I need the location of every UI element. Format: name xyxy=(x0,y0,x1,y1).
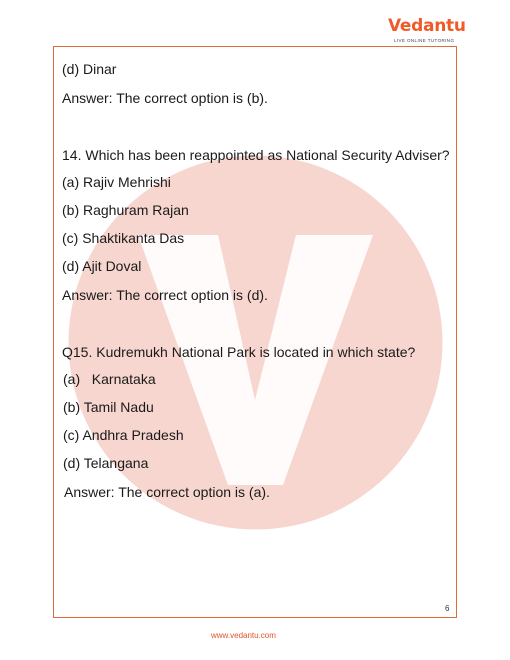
q14-option-b: (b) Raghuram Rajan xyxy=(62,202,189,218)
footer-url[interactable]: www.vedantu.com xyxy=(211,631,276,640)
q15-option-b: (b) Tamil Nadu xyxy=(63,399,154,415)
q15-option-d: (d) Telangana xyxy=(63,455,149,471)
answer-14: Answer: The correct option is (d). xyxy=(62,287,268,303)
q14-option-c: (c) Shaktikanta Das xyxy=(62,230,185,246)
q14-option-d: (d) Ajit Doval xyxy=(62,258,142,274)
question-15: Q15. Kudremukh National Park is located in which state? xyxy=(62,344,416,360)
q15-option-c: (c) Andhra Pradesh xyxy=(63,427,184,443)
question-14: 14. Which has been reappointed as National Security Adviser? xyxy=(62,147,450,163)
option-d-dinar: (d) Dinar xyxy=(62,61,117,77)
q15-option-a: (a) Karnataka xyxy=(63,371,156,387)
page-number: 6 xyxy=(445,604,450,613)
logo-tagline: LIVE ONLINE TUTORING xyxy=(394,38,455,43)
vedantu-logo xyxy=(388,16,466,50)
q14-option-a: (a) Rajiv Mehrishi xyxy=(62,174,171,190)
logo-text: Vedantu xyxy=(388,16,466,36)
answer-15: Answer: The correct option is (a). xyxy=(64,484,270,500)
answer-13: Answer: The correct option is (b). xyxy=(62,90,268,106)
